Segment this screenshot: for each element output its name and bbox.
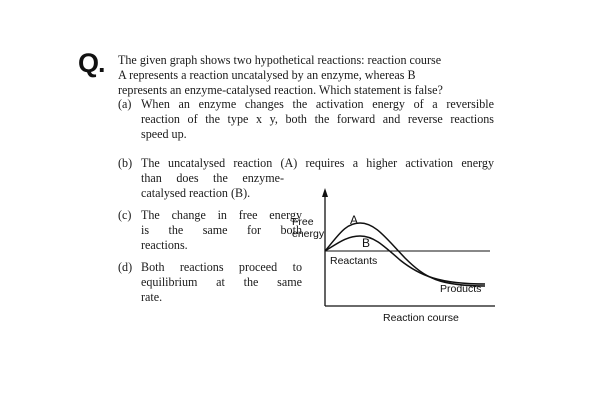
option-line: catalysed reaction (B). <box>141 185 251 200</box>
reactants-label: Reactants <box>330 255 378 267</box>
free-energy-diagram <box>290 180 500 330</box>
y-axis-label-line2: energy <box>292 228 325 240</box>
option-label: (a) <box>118 97 132 111</box>
x-axis-label: Reaction course <box>383 312 459 324</box>
stem-line: represents an enzyme-catalysed reaction. Which statement is false? <box>118 82 443 97</box>
question-stem <box>118 53 494 97</box>
option-line: speed up. <box>141 126 187 141</box>
option-label: (d) <box>118 260 133 274</box>
option-line: reaction of the type x y, both the forward and reverse reactions <box>141 111 494 126</box>
option-line: than does the enzyme- <box>141 170 284 185</box>
option-label: (b) <box>118 156 133 170</box>
option-line: Both reactions proceed to <box>141 260 302 274</box>
curve-b-label: B <box>362 236 371 250</box>
option-line: When an enzyme changes the activation energy of a reversible <box>141 97 494 111</box>
option-line: The uncatalysed reaction (A) requires a higher activation energy <box>141 156 494 170</box>
curve-a-label: A <box>350 213 359 227</box>
y-axis-arrow-icon <box>322 188 328 197</box>
question-marker: Q. <box>78 48 105 78</box>
stem-line: A represents a reaction uncatalysed by an enzyme, whereas B <box>118 67 416 82</box>
option-line: reactions. <box>141 237 188 252</box>
option-line: rate. <box>141 289 163 304</box>
option-line: The change in free energy <box>141 208 302 222</box>
option-line: is the same for both <box>141 222 302 237</box>
stem-line: The given graph shows two hypothetical reactions: reaction course <box>118 53 442 67</box>
products-label: Products <box>440 283 482 295</box>
option-line: equilibrium at the same <box>141 274 302 289</box>
y-axis-label-line1: Free <box>292 216 314 228</box>
option-label: (c) <box>118 208 132 222</box>
